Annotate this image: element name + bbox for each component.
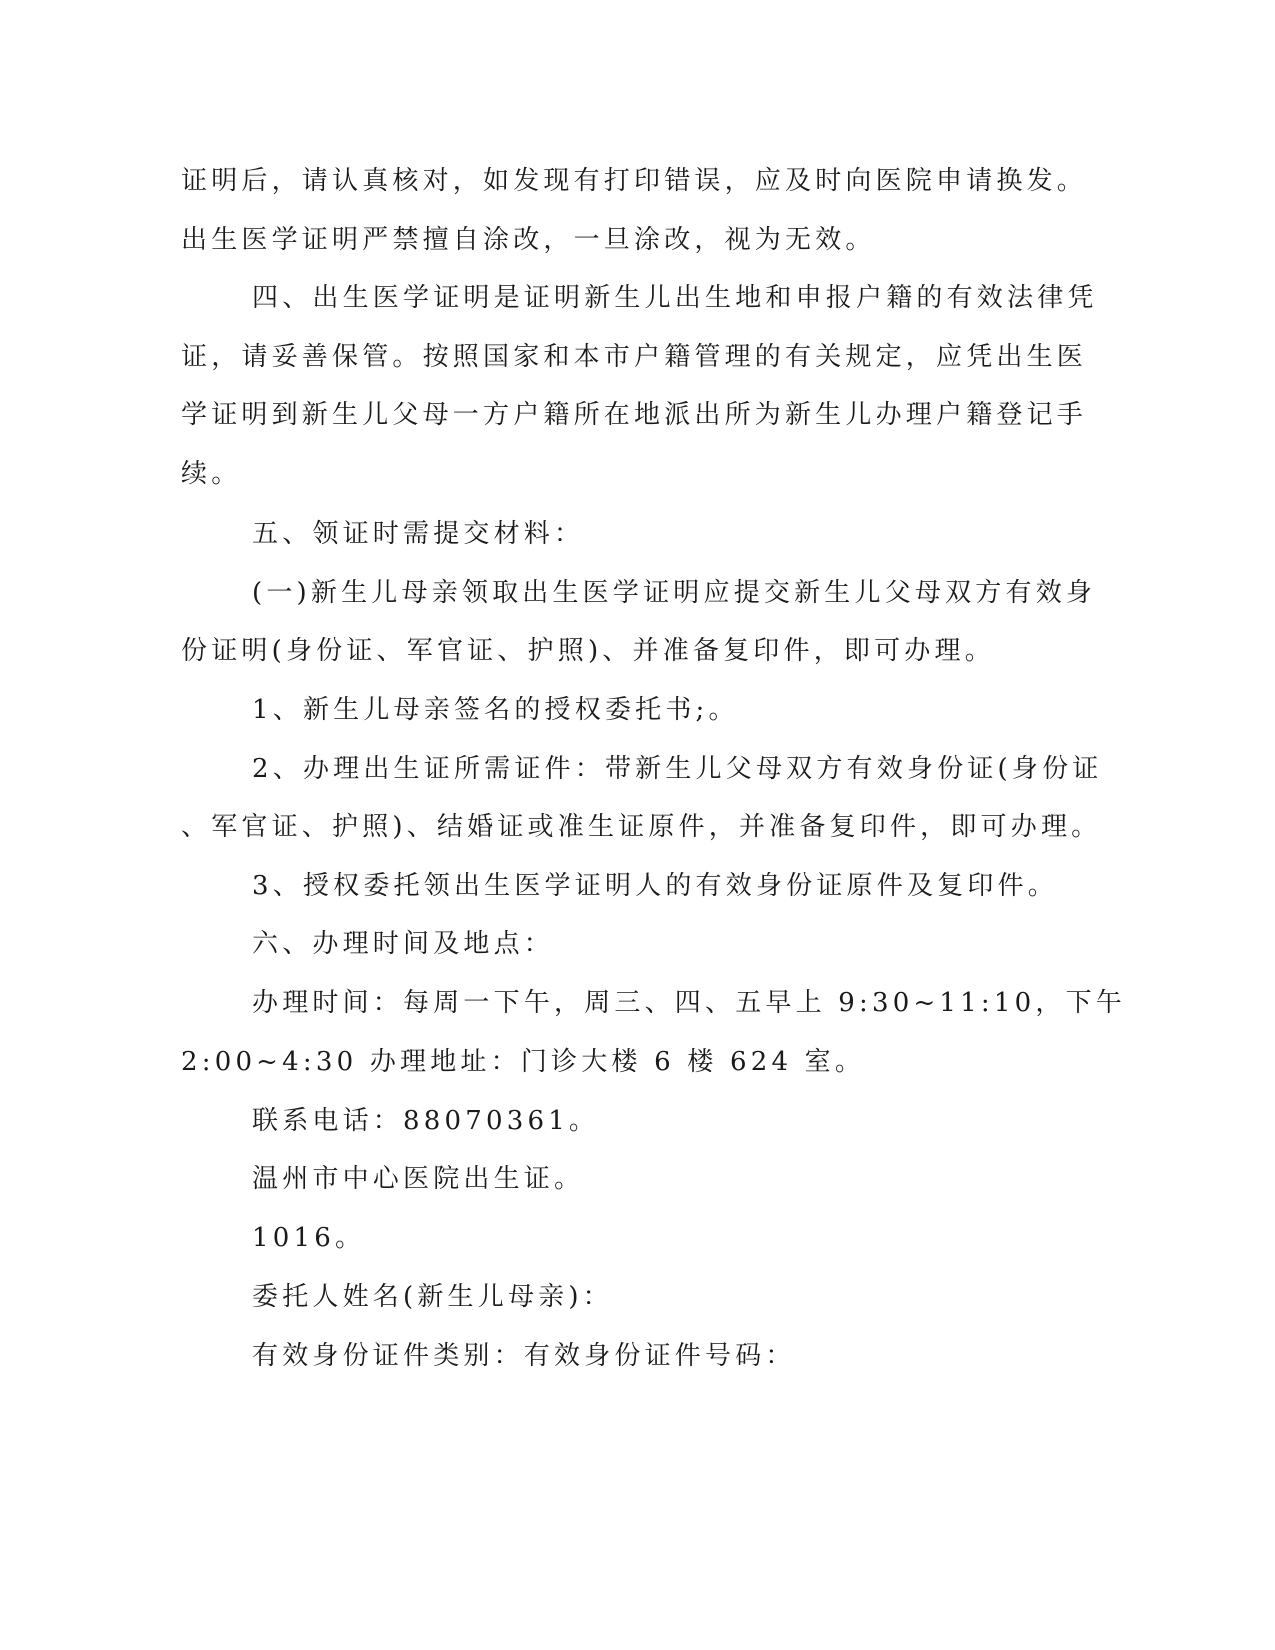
text-line-21: 有效身份证件类别：有效身份证件号码：: [252, 1341, 796, 1371]
text-line-18: 温州市中心医院出生证。: [252, 1164, 585, 1194]
text-line-2: 出生医学证明严禁擅自涂改，一旦涂改，视为无效。: [181, 225, 876, 255]
text-line-17: 联系电话：88070361。: [252, 1106, 600, 1136]
text-line-16: 2:00~4:30 办理地址：门诊大楼 6 楼 624 室。: [181, 1047, 866, 1077]
text-line-14: 六、办理时间及地点：: [252, 929, 555, 959]
text-line-12: 、军官证、护照)、结婚证或准生证原件，并准备复印件，即可办理。: [181, 812, 1102, 842]
text-line-6: 续。: [181, 459, 242, 489]
text-line-5: 学证明到新生儿父母一方户籍所在地派出所为新生儿办理户籍登记手: [181, 400, 1088, 430]
text-line-13: 3、授权委托领出生医学证明人的有效身份证原件及复印件。: [252, 871, 1058, 901]
text-line-10: 1、新生儿母亲签名的授权委托书;。: [252, 695, 739, 725]
text-line-20: 委托人姓名(新生儿母亲)：: [252, 1282, 613, 1312]
text-line-4: 证，请妥善保管。按照国家和本市户籍管理的有关规定，应凭出生医: [181, 342, 1088, 372]
text-line-15: 办理时间：每周一下午，周三、四、五早上 9:30~11:10，下午: [252, 988, 1126, 1018]
text-line-3: 四、出生医学证明是证明新生儿出生地和申报户籍的有效法律凭: [252, 283, 1098, 313]
text-line-7: 五、领证时需提交材料：: [252, 519, 585, 549]
text-line-1: 证明后，请认真核对，如发现有打印错误，应及时向医院申请换发。: [181, 166, 1088, 196]
text-line-19: 1016。: [252, 1223, 366, 1253]
text-line-9: 份证明(身份证、军官证、护照)、并准备复印件，即可办理。: [181, 636, 995, 666]
text-line-8: (一)新生儿母亲领取出生医学证明应提交新生儿父母双方有效身: [252, 578, 1097, 608]
text-line-11: 2、办理出生证所需证件：带新生儿父母双方有效身份证(身份证: [252, 754, 1103, 784]
